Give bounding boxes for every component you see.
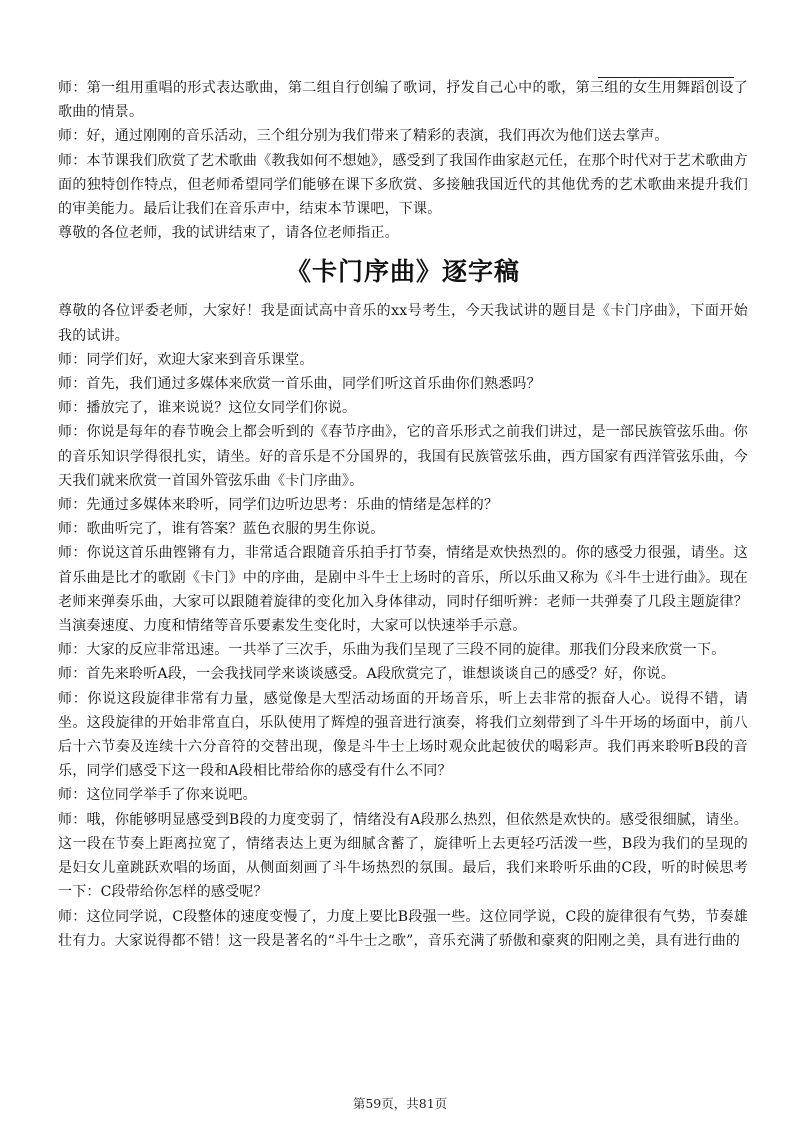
paragraph: 师：你说这段旋律非常有力量，感觉像是大型活动场面的开场音乐，听上去非常的振奋人心。说得不错，请坐。这段旋律的开始非常直白，乐队使用了辉煌的强音进行演奏，将我们立刻带到了斗牛开场的场面中，前八后十六节奏及连续十六分音符的交替出现，像是斗牛士上场时观众此起彼伏的喝彩声。我们再来聆听B段的音乐，同学们感受下这一段和A段相比带给你的感受有什么不同？ bbox=[58, 690, 748, 780]
paragraph: 师：这位同学举手了你来说吧。 bbox=[58, 787, 257, 804]
document-body bbox=[58, 76, 748, 953]
paragraph: 师：哦，你能够明显感受到B段的力度变弱了，情绪没有A段那么热烈，但依然是欢快的。感受很细腻，请坐。这一段在节奏上距离拉宽了，情绪表达上更为细腻含蓄了，旋律听上去更轻巧活泼一些，B段为我们的呈现的是妇女儿童跳跃欢唱的场面，从侧面刻画了斗牛场热烈的氛围。最后，我们来聆听乐曲的C段，听的时候思考一下：C段带给你怎样的感受呢？ bbox=[58, 811, 748, 901]
paragraph: 师：这位同学说，C段整体的速度变慢了，力度上要比B段强一些。这位同学说，C段的旋律很有气势，节奏雄壮有力。大家说得都不错！这一段是著名的“斗牛士之歌”，音乐充满了骄傲和豪爽的阳刚之美，具有进行曲的 bbox=[58, 908, 748, 949]
paragraph: 师：首先，我们通过多媒体来欣赏一首乐曲，同学们听这首乐曲你们熟悉吗？ bbox=[58, 376, 541, 393]
paragraph: 师：歌曲听完了，谁有答案？蓝色衣服的男生你说。 bbox=[58, 521, 385, 538]
paragraph: 师：播放完了，谁来说说？这位女同学们你说。 bbox=[58, 400, 357, 417]
paragraph: 师：第一组用重唱的形式表达歌曲，第二组自行创编了歌词，抒发自己心中的歌，第三组的女生用舞蹈创设了歌曲的情景。 bbox=[58, 80, 748, 121]
paragraph: 师：你说是每年的春节晚会上都会听到的《春节序曲》，它的音乐形式之前我们讲过，是一部民族管弦乐曲。你的音乐知识学得很扎实，请坐。好的音乐是不分国界的，我国有民族管弦乐曲，西方国家有西洋管弦乐曲，今天我们就来欣赏一首国外管弦乐曲《卡门序曲》。 bbox=[58, 424, 748, 489]
paragraph: 尊敬的各位评委老师，大家好！我是面试高中音乐的xx号考生，今天我试讲的题目是《卡门序曲》，下面开始我的试讲。 bbox=[58, 303, 748, 344]
paragraph: 师：先通过多媒体来聆听，同学们边听边思考：乐曲的情绪是怎样的？ bbox=[58, 497, 499, 514]
paragraph: 尊敬的各位老师，我的试讲结束了，请各位老师指正。 bbox=[58, 225, 399, 242]
page-number: 第59页，共81页 bbox=[352, 1096, 448, 1111]
paragraph: 师：你说这首乐曲铿锵有力，非常适合跟随音乐拍手打节奏，情绪是欢快热烈的。你的感受力很强，请坐。这首乐曲是比才的歌剧《卡门》中的序曲，是剧中斗牛士上场时的音乐，所以乐曲又称为《斗牛士进行曲》。现在老师来弹奏乐曲，大家可以跟随着旋律的变化加入身体律动，同时仔细听辨：老师一共弹奏了几段主题旋律？当演奏速度、力度和情绪等音乐要素发生变化时，大家可以快速举手示意。 bbox=[58, 545, 748, 635]
paragraph: 师：本节课我们欣赏了艺术歌曲《教我如何不想她》，感受到了我国作曲家赵元任，在那个时代对于艺术歌曲方面的独特创作特点，但老师希望同学们能够在课下多欣赏、多接触我国近代的其他优秀的艺术歌曲来提升我们的审美能力。最后让我们在音乐声中，结束本节课吧，下课。 bbox=[58, 152, 748, 218]
paragraph: 师：大家的反应非常迅速。一共举了三次手，乐曲为我们呈现了三段不同的旋律。那我们分段来欣赏一下。 bbox=[58, 642, 726, 659]
paragraph: 师：首先来聆听A段，一会我找同学来谈谈感受。A段欣赏完了，谁想谈谈自己的感受？好，你说。 bbox=[58, 666, 676, 683]
page-title: 《卡门序曲》逐字稿 bbox=[285, 257, 520, 287]
paragraph: 师：同学们好，欢迎大家来到音乐课堂。 bbox=[58, 351, 314, 368]
paragraph: 师：好，通过刚刚的音乐活动，三个组分别为我们带来了精彩的表演，我们再次为他们送去掌声。 bbox=[58, 128, 669, 145]
